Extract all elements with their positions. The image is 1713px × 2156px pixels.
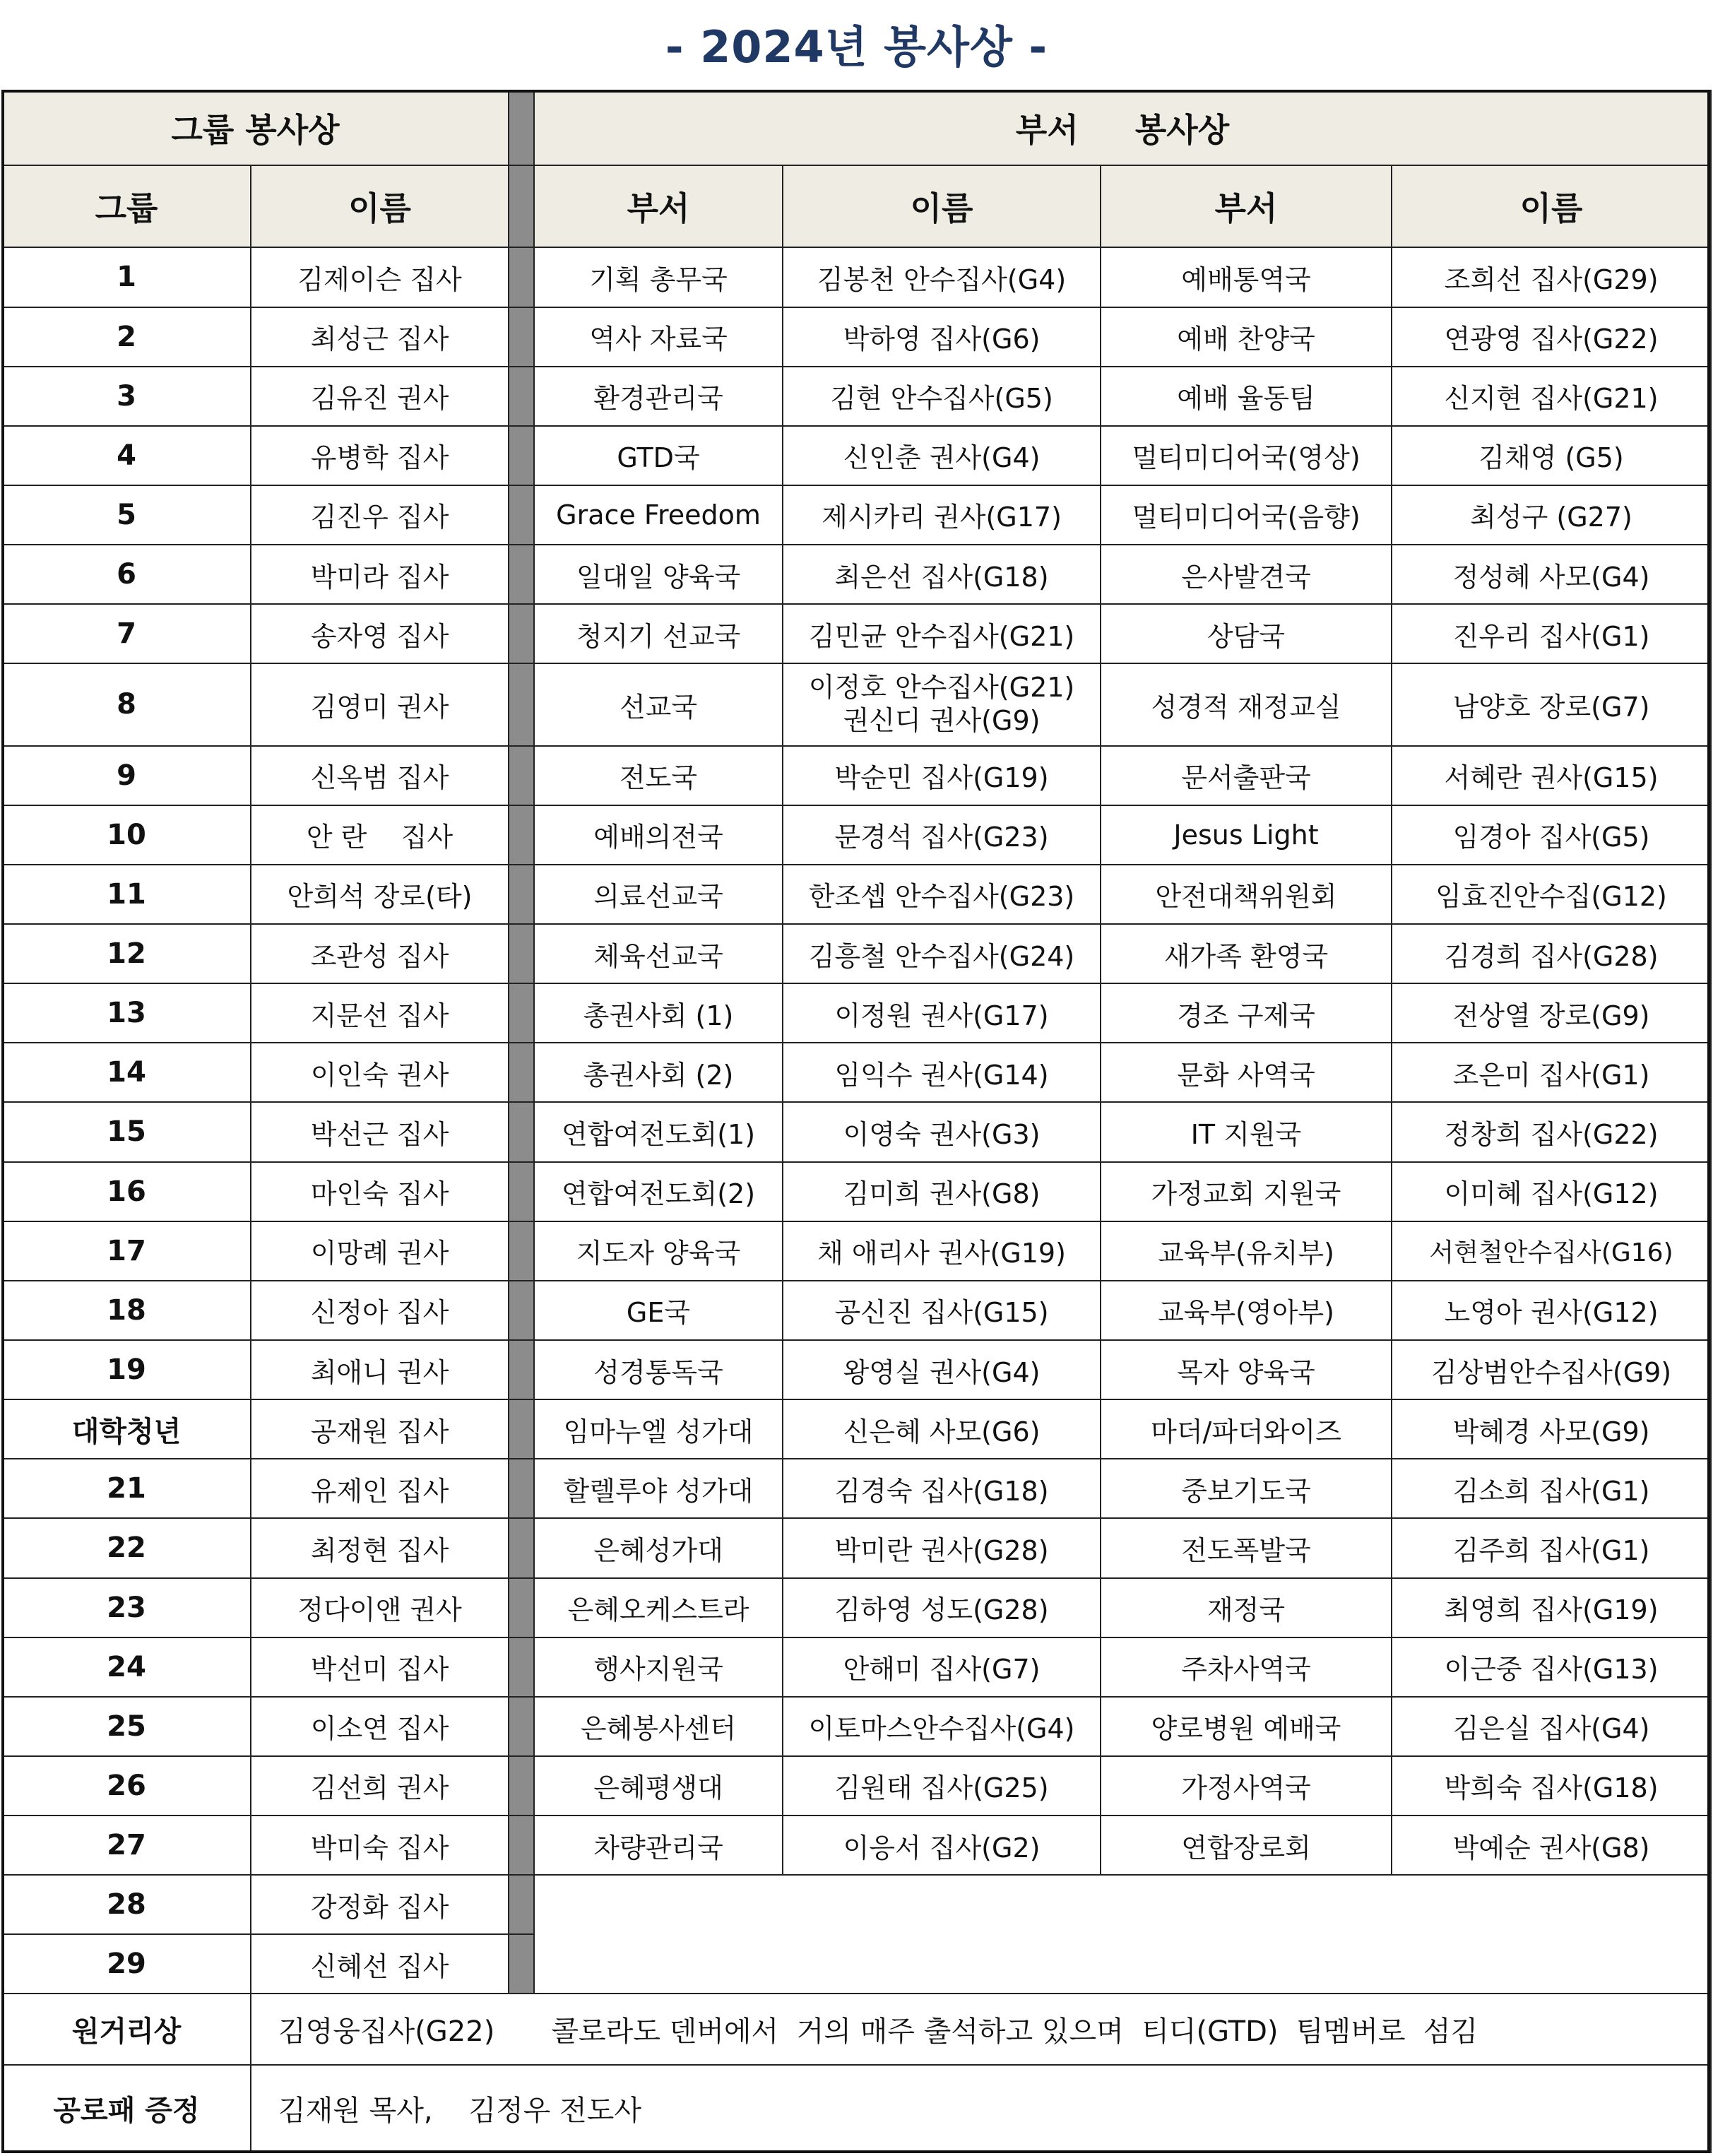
dept-name-1: 연합여전도회(2) [534, 1162, 783, 1221]
group-column-header: 그룹 [2, 165, 251, 247]
dept-column-header-1: 부서 [534, 165, 783, 247]
dept-name-1: 청지기 선교국 [534, 604, 783, 663]
dept-person-1: 신은혜 사모(G6) [783, 1399, 1101, 1459]
dept-name-1: 총권사회 (2) [534, 1043, 783, 1102]
table-row [2, 307, 1711, 367]
dept-name-1: Grace Freedom [534, 485, 783, 545]
group-number: 4 [2, 426, 251, 485]
separator-column [509, 307, 534, 367]
group-number: 22 [2, 1518, 251, 1577]
dept-name-1: 일대일 양육국 [534, 545, 783, 604]
dept-person-2: 최성구 (G27) [1392, 485, 1711, 545]
dept-name-2: 예배통역국 [1101, 247, 1392, 307]
dept-name-1: 은혜평생대 [534, 1756, 783, 1816]
dept-name-1: 은혜오케스트라 [534, 1578, 783, 1637]
group-number: 7 [2, 604, 251, 663]
dept-name-2: 안전대책위원회 [1101, 865, 1392, 924]
dept-person-1: 문경석 집사(G23) [783, 805, 1101, 865]
separator-column [509, 1875, 534, 1934]
separator-column [509, 1281, 534, 1340]
group-member-name: 유제인 집사 [251, 1459, 509, 1518]
group-number: 9 [2, 746, 251, 805]
distance-award-text [251, 1994, 1711, 2064]
group-member-name: 김진우 집사 [251, 485, 509, 545]
group-number: 17 [2, 1221, 251, 1281]
group-member-name: 송자영 집사 [251, 604, 509, 663]
group-number: 14 [2, 1043, 251, 1102]
dept-person-1: 이응서 집사(G2) [783, 1816, 1101, 1875]
dept-name-1: 성경통독국 [534, 1340, 783, 1399]
page-title: - 2024년 봉사상 - [665, 20, 1048, 73]
group-member-name: 이망례 권사 [251, 1221, 509, 1281]
group-number: 2 [2, 307, 251, 367]
dept-person-1: 김흥철 안수집사(G24) [783, 924, 1101, 983]
plaque-award-text: 김재원 목사, 김정우 전도사 [251, 2065, 1711, 2152]
group-member-name: 공재원 집사 [251, 1399, 509, 1459]
group-number: 5 [2, 485, 251, 545]
dept-name-1: 은혜봉사센터 [534, 1697, 783, 1756]
dept-person-2: 최영희 집사(G19) [1392, 1578, 1711, 1637]
table-row [2, 485, 1711, 545]
dept-name-2: 중보기도국 [1101, 1459, 1392, 1518]
dept-name-1: 할렐루야 성가대 [534, 1459, 783, 1518]
dept-name-1: 기획 총무국 [534, 247, 783, 307]
dept-person-2: 김은실 집사(G4) [1392, 1697, 1711, 1756]
dept-person-2: 연광영 집사(G22) [1392, 307, 1711, 367]
table-row [2, 1281, 1711, 1340]
dept-name-2: 양로병원 예배국 [1101, 1697, 1392, 1756]
separator-column [509, 247, 534, 307]
dept-person-2: 임효진안수집(G12) [1392, 865, 1711, 924]
group-number: 15 [2, 1102, 251, 1161]
group-award-header: 그룹 봉사상 [2, 90, 509, 165]
dept-person-1 [783, 663, 1101, 745]
dept-name-2: 새가족 환영국 [1101, 924, 1392, 983]
dept-person-2: 김경희 집사(G28) [1392, 924, 1711, 983]
group-member-name: 김제이슨 집사 [251, 247, 509, 307]
dept-name-2: 목자 양육국 [1101, 1340, 1392, 1399]
dept-name-2: 은사발견국 [1101, 545, 1392, 604]
dept-name-2: 상담국 [1101, 604, 1392, 663]
dept-name-1: 전도국 [534, 746, 783, 805]
group-member-name: 최애니 권사 [251, 1340, 509, 1399]
dept-name-1: GTD국 [534, 426, 783, 485]
group-number: 24 [2, 1637, 251, 1697]
group-number: 25 [2, 1697, 251, 1756]
separator-column [509, 1340, 534, 1399]
name-column-header-1: 이름 [783, 165, 1101, 247]
dept-name-2: 가정사역국 [1101, 1756, 1392, 1816]
group-member-name: 이소연 집사 [251, 1697, 509, 1756]
separator-column [509, 1934, 534, 1994]
table-row [2, 1637, 1711, 1697]
dept-person-2: 김상범안수집사(G9) [1392, 1340, 1711, 1399]
table-row [2, 1578, 1711, 1637]
separator-column [509, 663, 534, 745]
distance-award-name: 김영웅집사(G22) [278, 2015, 495, 2049]
group-member-name: 이인숙 권사 [251, 1043, 509, 1102]
separator-column [509, 1697, 534, 1756]
dept-person-2: 김채영 (G5) [1392, 426, 1711, 485]
dept-person-1: 김하영 성도(G28) [783, 1578, 1101, 1637]
table-row [2, 604, 1711, 663]
table-row [2, 746, 1711, 805]
dept-person-2: 서현철안수집사(G16) [1392, 1221, 1711, 1281]
dept-name-2: 마더/파더와이즈 [1101, 1399, 1392, 1459]
dept-person-2: 남양호 장로(G7) [1392, 663, 1711, 745]
group-number: 23 [2, 1578, 251, 1637]
separator-column [509, 426, 534, 485]
dept-name-2: 주차사역국 [1101, 1637, 1392, 1697]
table-row [2, 1340, 1711, 1399]
table-row [2, 1043, 1711, 1102]
dept-name-1: 임마누엘 성가대 [534, 1399, 783, 1459]
separator-column [509, 604, 534, 663]
table-row [2, 1459, 1711, 1518]
separator-column [509, 1459, 534, 1518]
group-number: 12 [2, 924, 251, 983]
dept-person-1: 김원태 집사(G25) [783, 1756, 1101, 1816]
dept-person-2: 서혜란 권사(G15) [1392, 746, 1711, 805]
group-member-name: 최정현 집사 [251, 1518, 509, 1577]
dept-person-2: 노영아 권사(G12) [1392, 1281, 1711, 1340]
dept-person-1: 김현 안수집사(G5) [783, 367, 1101, 426]
table-row [2, 247, 1711, 307]
dept-person-2: 정창희 집사(G22) [1392, 1102, 1711, 1161]
group-number: 13 [2, 983, 251, 1043]
table-row [2, 1221, 1711, 1281]
dept-name-2: 연합장로회 [1101, 1816, 1392, 1875]
dept-person-1: 안해미 집사(G7) [783, 1637, 1101, 1697]
dept-person-1: 박미란 권사(G28) [783, 1518, 1101, 1577]
dept-person-1: 신인춘 권사(G4) [783, 426, 1101, 485]
dept-name-1: 지도자 양육국 [534, 1221, 783, 1281]
dept-person-2: 조은미 집사(G1) [1392, 1043, 1711, 1102]
table-row [2, 1697, 1711, 1756]
dept-person-1: 김민균 안수집사(G21) [783, 604, 1101, 663]
dept-person-1: 이토마스안수집사(G4) [783, 1697, 1101, 1756]
dept-person-1: 제시카리 권사(G17) [783, 485, 1101, 545]
separator-column [509, 165, 534, 247]
group-number: 29 [2, 1934, 251, 1994]
table-row [2, 426, 1711, 485]
dept-name-2: 멀티미디어국(음향) [1101, 485, 1392, 545]
group-member-name: 신혜선 집사 [251, 1934, 509, 1994]
separator-column [509, 1816, 534, 1875]
group-member-name: 안 란 집사 [251, 805, 509, 865]
dept-person-2: 이근중 집사(G13) [1392, 1637, 1711, 1697]
group-number: 8 [2, 663, 251, 745]
dept-person-1: 김미희 권사(G8) [783, 1162, 1101, 1221]
dept-name-2: IT 지원국 [1101, 1102, 1392, 1161]
separator-column [509, 1162, 534, 1221]
plaque-award-label: 공로패 증정 [2, 2065, 251, 2152]
separator-column [509, 1578, 534, 1637]
group-member-name: 지문선 집사 [251, 983, 509, 1043]
dept-name-2: Jesus Light [1101, 805, 1392, 865]
dept-person-1: 한조셉 안수집사(G23) [783, 865, 1101, 924]
dept-name-2: 교육부(유치부) [1101, 1221, 1392, 1281]
group-number: 16 [2, 1162, 251, 1221]
group-member-name: 박선근 집사 [251, 1102, 509, 1161]
separator-column [509, 545, 534, 604]
group-number: 11 [2, 865, 251, 924]
group-member-name: 신정아 집사 [251, 1281, 509, 1340]
dept-name-2: 예배 율동팀 [1101, 367, 1392, 426]
dept-person-line-2: 권신디 권사(G9) [843, 705, 1041, 737]
distance-award-description: 콜로라도 덴버에서 거의 매주 출석하고 있으며 티디(GTD) 팀멤버로 섬김 [551, 2015, 1478, 2049]
dept-name-2: 전도폭발국 [1101, 1518, 1392, 1577]
group-member-name: 박미숙 집사 [251, 1816, 509, 1875]
separator-column [509, 1637, 534, 1697]
group-number: 18 [2, 1281, 251, 1340]
separator-column [509, 90, 534, 165]
group-number: 21 [2, 1459, 251, 1518]
dept-person-1: 김봉천 안수집사(G4) [783, 247, 1101, 307]
plaque-award-row [2, 2065, 1711, 2152]
separator-column [509, 865, 534, 924]
group-member-name: 김선희 권사 [251, 1756, 509, 1816]
table-row [2, 663, 1711, 745]
table-row [2, 1399, 1711, 1459]
dept-person-2: 신지현 집사(G21) [1392, 367, 1711, 426]
table-row [2, 1162, 1711, 1221]
dept-person-1: 채 애리사 권사(G19) [783, 1221, 1101, 1281]
separator-column [509, 1399, 534, 1459]
separator-column [509, 1518, 534, 1577]
group-number: 1 [2, 247, 251, 307]
group-number: 19 [2, 1340, 251, 1399]
table-row [2, 983, 1711, 1043]
dept-name-1: 행사지원국 [534, 1637, 783, 1697]
separator-column [509, 1043, 534, 1102]
group-number: 3 [2, 367, 251, 426]
dept-name-1: 차량관리국 [534, 1816, 783, 1875]
dept-person-2: 김소희 집사(G1) [1392, 1459, 1711, 1518]
dept-name-2: 멀티미디어국(영상) [1101, 426, 1392, 485]
dept-person-1: 왕영실 권사(G4) [783, 1340, 1101, 1399]
dept-name-1: 선교국 [534, 663, 783, 745]
separator-column [509, 1221, 534, 1281]
group-member-name: 박선미 집사 [251, 1637, 509, 1697]
table-row [2, 367, 1711, 426]
separator-column [509, 983, 534, 1043]
group-member-name: 안희석 장로(타) [251, 865, 509, 924]
group-number: 6 [2, 545, 251, 604]
group-member-name: 신옥범 집사 [251, 746, 509, 805]
dept-name-2: 예배 찬양국 [1101, 307, 1392, 367]
separator-column [509, 485, 534, 545]
dept-person-2: 박희숙 집사(G18) [1392, 1756, 1711, 1816]
dept-person-2: 진우리 집사(G1) [1392, 604, 1711, 663]
dept-name-2: 문서출판국 [1101, 746, 1392, 805]
name-column-header: 이름 [251, 165, 509, 247]
group-number: 대학청년 [2, 1399, 251, 1459]
dept-name-2: 경조 구제국 [1101, 983, 1392, 1043]
dept-name-1: 예배의전국 [534, 805, 783, 865]
dept-person-1: 박하영 집사(G6) [783, 307, 1101, 367]
name-column-header-2: 이름 [1392, 165, 1711, 247]
group-member-name: 강정화 집사 [251, 1875, 509, 1934]
group-member-name: 김영미 권사 [251, 663, 509, 745]
group-number: 26 [2, 1756, 251, 1816]
dept-person-1: 이정원 권사(G17) [783, 983, 1101, 1043]
dept-name-1: 총권사회 (1) [534, 983, 783, 1043]
dept-name-2: 재정국 [1101, 1578, 1392, 1637]
table-row [2, 1816, 1711, 1875]
dept-person-2: 박혜경 사모(G9) [1392, 1399, 1711, 1459]
group-member-name: 조관성 집사 [251, 924, 509, 983]
dept-person-1: 김경숙 집사(G18) [783, 1459, 1101, 1518]
dept-person-1: 박순민 집사(G19) [783, 746, 1101, 805]
separator-column [509, 924, 534, 983]
dept-name-1: 역사 자료국 [534, 307, 783, 367]
group-member-name: 유병학 집사 [251, 426, 509, 485]
group-member-name: 박미라 집사 [251, 545, 509, 604]
dept-person-2: 조희선 집사(G29) [1392, 247, 1711, 307]
dept-name-1: GE국 [534, 1281, 783, 1340]
separator-column [509, 367, 534, 426]
dept-name-1: 체육선교국 [534, 924, 783, 983]
award-table [1, 90, 1712, 2153]
dept-person-2: 이미혜 집사(G12) [1392, 1162, 1711, 1221]
dept-person-1: 이영숙 권사(G3) [783, 1102, 1101, 1161]
dept-name-2: 문화 사역국 [1101, 1043, 1392, 1102]
dept-person-2: 정성혜 사모(G4) [1392, 545, 1711, 604]
dept-person-2: 김주희 집사(G1) [1392, 1518, 1711, 1577]
dept-name-1: 은혜성가대 [534, 1518, 783, 1577]
table-row [2, 865, 1711, 924]
group-number: 28 [2, 1875, 251, 1934]
dept-person-2: 전상열 장로(G9) [1392, 983, 1711, 1043]
dept-person-1: 임익수 권사(G14) [783, 1043, 1101, 1102]
empty-dept-area [534, 1875, 1711, 1994]
dept-person-1: 최은선 집사(G18) [783, 545, 1101, 604]
table-row [2, 1518, 1711, 1577]
group-member-name: 정다이앤 권사 [251, 1578, 509, 1637]
dept-name-2: 성경적 재정교실 [1101, 663, 1392, 745]
group-number: 27 [2, 1816, 251, 1875]
dept-person-1: 공신진 집사(G15) [783, 1281, 1101, 1340]
separator-column [509, 746, 534, 805]
group-member-name: 김유진 권사 [251, 367, 509, 426]
table-row [2, 1102, 1711, 1161]
separator-column [509, 1102, 534, 1161]
dept-award-header: 부서 봉사상 [534, 90, 1711, 165]
table-row [2, 924, 1711, 983]
table-row [2, 805, 1711, 865]
dept-person-2: 박예순 권사(G8) [1392, 1816, 1711, 1875]
separator-column [509, 805, 534, 865]
group-number: 10 [2, 805, 251, 865]
table-row [2, 1756, 1711, 1816]
dept-person-line-1: 이정호 안수집사(G21) [808, 671, 1075, 703]
dept-name-1: 연합여전도회(1) [534, 1102, 783, 1161]
dept-name-1: 의료선교국 [534, 865, 783, 924]
table-row [2, 545, 1711, 604]
distance-award-row [2, 1994, 1711, 2064]
separator-column [509, 1756, 534, 1816]
distance-award-label: 원거리상 [2, 1994, 251, 2064]
dept-name-2: 교육부(영아부) [1101, 1281, 1392, 1340]
dept-person-2: 임경아 집사(G5) [1392, 805, 1711, 865]
dept-name-1: 환경관리국 [534, 367, 783, 426]
group-member-name: 마인숙 집사 [251, 1162, 509, 1221]
table-row [2, 1875, 1711, 1934]
dept-column-header-2: 부서 [1101, 165, 1392, 247]
dept-name-2: 가정교회 지원국 [1101, 1162, 1392, 1221]
group-member-name: 최성근 집사 [251, 307, 509, 367]
